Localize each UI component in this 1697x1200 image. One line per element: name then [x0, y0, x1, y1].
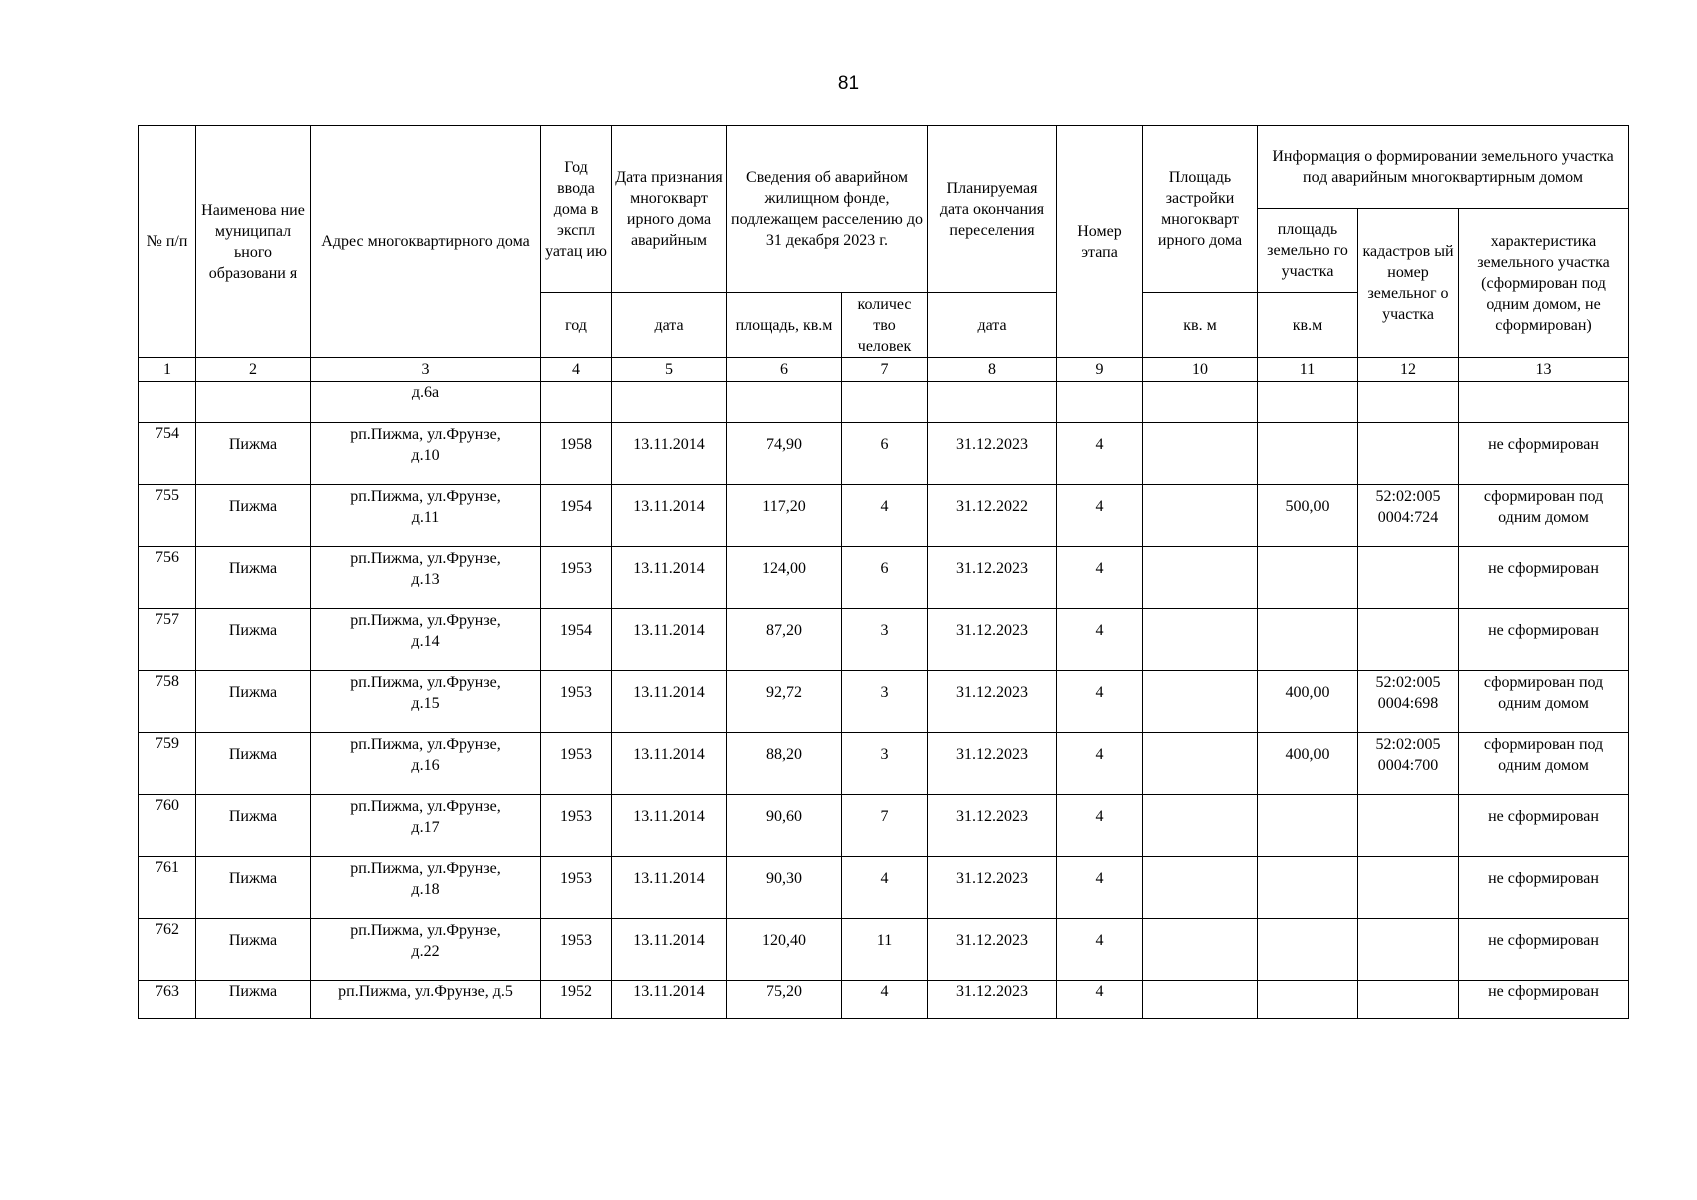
cell-text: 3	[880, 746, 889, 763]
municipality-cell	[196, 733, 311, 795]
address-cell	[311, 795, 541, 857]
land-area-cell	[1258, 609, 1358, 671]
end-date-cell	[928, 795, 1057, 857]
municipality-cell	[196, 671, 311, 733]
cell-text: 4	[1095, 746, 1104, 763]
land-char-cell	[1459, 547, 1629, 609]
cell-text: д.17	[411, 819, 440, 836]
address-cell	[311, 857, 541, 919]
year-cell	[541, 919, 612, 981]
cell-text: 31.12.2023	[956, 436, 1028, 453]
municipality-cell	[196, 609, 311, 671]
table-row	[139, 857, 1629, 919]
cell-text: 1953	[560, 560, 592, 577]
cell-text: 1953	[560, 932, 592, 949]
table-row	[139, 485, 1629, 547]
header-building-area: Площадь застройки многокварт ирного дома	[1143, 126, 1258, 293]
municipality-cell	[196, 857, 311, 919]
area-cell	[727, 609, 842, 671]
land-char-cell	[1459, 485, 1629, 547]
column-number: 7	[842, 358, 928, 382]
cell-text: рп.Пижма, ул.Фрунзе,	[350, 798, 501, 815]
address-cell	[311, 485, 541, 547]
recognition-date-cell	[612, 671, 727, 733]
cell-text: 4	[1095, 622, 1104, 639]
cell-text: Пижма	[228, 684, 278, 701]
municipality-cell	[196, 795, 311, 857]
cell-text: 31.12.2023	[956, 870, 1028, 887]
cell-text: 124,00	[762, 560, 806, 577]
cell-text: 1954	[560, 622, 592, 639]
cadastral-cell	[1358, 795, 1459, 857]
address-cell: д.6а	[311, 382, 541, 423]
cadastral-cell	[1358, 919, 1459, 981]
cell-text: 52:02:005	[1375, 674, 1441, 691]
cell-text: 87,20	[766, 622, 802, 639]
table-row	[139, 795, 1629, 857]
cell-text: 761	[155, 859, 179, 876]
cell-text: 1958	[560, 436, 592, 453]
people-cell	[842, 671, 928, 733]
cell-text: 7	[880, 808, 889, 825]
header-land-char: характеристика земельного участка (сформирован под одним домом, не сформирован)	[1459, 209, 1629, 358]
people-cell	[842, 857, 928, 919]
cell-text: 400,00	[1285, 684, 1330, 701]
cell-text: д.22	[411, 943, 440, 960]
recognition-date-cell	[612, 547, 727, 609]
row-number	[139, 547, 196, 609]
cell-text: 1953	[560, 746, 592, 763]
column-number: 13	[1459, 358, 1629, 382]
land-area-cell	[1258, 857, 1358, 919]
header-land-area: площадь земельно го участка	[1258, 209, 1358, 293]
stage-cell	[1057, 547, 1143, 609]
cell-text: не сформирован	[1488, 560, 1599, 577]
column-number: 4	[541, 358, 612, 382]
cell-text: 31.12.2023	[956, 808, 1028, 825]
table-row	[139, 423, 1629, 485]
year-cell	[541, 609, 612, 671]
emergency-housing-table	[138, 125, 1629, 1019]
area-cell: 75,20	[727, 981, 842, 1019]
land-area-cell	[1258, 423, 1358, 485]
year-cell	[541, 857, 612, 919]
area-cell	[727, 547, 842, 609]
building-area-cell	[1143, 795, 1258, 857]
cell-text: 52:02:005	[1375, 488, 1441, 505]
cell-text: 1953	[560, 870, 592, 887]
year-cell	[541, 485, 612, 547]
column-number: 5	[612, 358, 727, 382]
cell-text: сформирован под	[1483, 674, 1604, 691]
cell-text: 758	[155, 673, 179, 690]
table-row	[139, 733, 1629, 795]
year-cell	[541, 671, 612, 733]
cell-text: 0004:700	[1377, 757, 1439, 774]
cell-text: не сформирован	[1488, 436, 1599, 453]
unit-end-date: дата	[928, 293, 1057, 358]
building-area-cell	[1143, 857, 1258, 919]
column-number: 9	[1057, 358, 1143, 382]
cell-text: 754	[155, 425, 179, 442]
building-area-cell	[1143, 485, 1258, 547]
area-cell	[727, 423, 842, 485]
cadastral-cell	[1358, 423, 1459, 485]
header-stage: Номер этапа	[1057, 126, 1143, 358]
table-row	[139, 671, 1629, 733]
cell-text: рп.Пижма, ул.Фрунзе,	[350, 736, 501, 753]
cell-text: Пижма	[228, 932, 278, 949]
cell-text: 1953	[560, 808, 592, 825]
land-area-cell	[1258, 795, 1358, 857]
cell-text: 762	[155, 921, 179, 938]
cell-text: 117,20	[762, 498, 806, 515]
cell-text: Пижма	[228, 746, 278, 763]
end-date-cell	[928, 671, 1057, 733]
column-number: 8	[928, 358, 1057, 382]
building-area-cell	[1143, 609, 1258, 671]
cell-text: д.10	[411, 447, 440, 464]
table-row	[139, 981, 1629, 1019]
land-area-cell	[1258, 485, 1358, 547]
row-number	[139, 857, 196, 919]
municipality-cell	[196, 423, 311, 485]
cell-text: 88,20	[766, 746, 802, 763]
end-date-cell	[928, 857, 1057, 919]
cell-text: не сформирован	[1488, 808, 1599, 825]
cell-text: 74,90	[766, 436, 802, 453]
year-cell	[541, 547, 612, 609]
cell-text: 13.11.2014	[633, 808, 705, 825]
cell-text: 0004:724	[1377, 509, 1439, 526]
header-cadastral: кадастров ый номер земельног о участка	[1358, 209, 1459, 358]
people-cell	[842, 547, 928, 609]
stage-cell: 4	[1057, 981, 1143, 1019]
people-cell	[842, 423, 928, 485]
cell-text: 13.11.2014	[633, 870, 705, 887]
cell-text: д.13	[411, 571, 440, 588]
column-number: 11	[1258, 358, 1358, 382]
area-cell	[727, 919, 842, 981]
row-number	[139, 919, 196, 981]
cell-text: Пижма	[228, 560, 278, 577]
land-char-cell	[1459, 919, 1629, 981]
land-area-cell	[1258, 981, 1358, 1019]
unit-area: площадь, кв.м	[727, 293, 842, 358]
cell-text: 90,60	[766, 808, 802, 825]
area-cell	[727, 857, 842, 919]
people-cell	[842, 919, 928, 981]
cell-text: 11	[876, 932, 893, 949]
cell-text: рп.Пижма, ул.Фрунзе,	[350, 426, 501, 443]
people-cell	[842, 795, 928, 857]
cadastral-cell	[1358, 485, 1459, 547]
row-number	[139, 485, 196, 547]
cell-text: д.16	[411, 757, 440, 774]
header-address: Адрес многоквартирного дома	[311, 126, 541, 358]
cell-text: 31.12.2022	[956, 498, 1028, 515]
land-char-cell	[1459, 857, 1629, 919]
cell-text: не сформирован	[1488, 870, 1599, 887]
cell-text: рп.Пижма, ул.Фрунзе,	[350, 488, 501, 505]
end-date-cell	[928, 609, 1057, 671]
cell-text: 4	[1095, 498, 1104, 515]
cell-text: 31.12.2023	[956, 932, 1028, 949]
row-number: 763	[139, 981, 196, 1019]
cell-text: 4	[880, 498, 889, 515]
recognition-date-cell: 13.11.2014	[612, 981, 727, 1019]
cell-text: одним домом	[1498, 757, 1589, 774]
land-area-cell	[1258, 671, 1358, 733]
column-number: 1	[139, 358, 196, 382]
recognition-date-cell	[612, 795, 727, 857]
table-row	[139, 609, 1629, 671]
row-number	[139, 795, 196, 857]
municipality-cell	[196, 919, 311, 981]
cell-text: 92,72	[766, 684, 802, 701]
cell-text: 400,00	[1285, 746, 1330, 763]
cell-text: 3	[880, 684, 889, 701]
land-char-cell	[1459, 609, 1629, 671]
building-area-cell	[1143, 733, 1258, 795]
land-area-cell	[1258, 733, 1358, 795]
recognition-date-cell	[612, 609, 727, 671]
cell-text: 4	[880, 870, 889, 887]
unit-building-area: кв. м	[1143, 293, 1258, 358]
cell-text: 755	[155, 487, 179, 504]
area-cell	[727, 795, 842, 857]
cell-text: 0004:698	[1377, 695, 1439, 712]
cell-text: 31.12.2023	[956, 684, 1028, 701]
cell-text: 6	[880, 560, 889, 577]
cell-text: 13.11.2014	[633, 498, 705, 515]
cell-text: 13.11.2014	[633, 746, 705, 763]
column-number: 6	[727, 358, 842, 382]
people-cell	[842, 733, 928, 795]
cell-text: 13.11.2014	[633, 684, 705, 701]
cell-text: рп.Пижма, ул.Фрунзе,	[350, 674, 501, 691]
cell-text: 31.12.2023	[956, 622, 1028, 639]
cell-text: 6	[880, 436, 889, 453]
cell-text: 4	[1095, 932, 1104, 949]
municipality-cell: Пижма	[196, 981, 311, 1019]
address-cell: рп.Пижма, ул.Фрунзе, д.5	[311, 981, 541, 1019]
unit-year: год	[541, 293, 612, 358]
cell-text: рп.Пижма, ул.Фрунзе,	[350, 922, 501, 939]
cell-text: 4	[1095, 560, 1104, 577]
cell-text: д.18	[411, 881, 440, 898]
cell-text: сформирован под	[1483, 488, 1604, 505]
cell-text: не сформирован	[1488, 622, 1599, 639]
stage-cell	[1057, 485, 1143, 547]
header-recognition-date: Дата признания многокварт ирного дома аварийным	[612, 126, 727, 293]
cadastral-cell	[1358, 981, 1459, 1019]
end-date-cell	[928, 423, 1057, 485]
land-area-cell	[1258, 547, 1358, 609]
header-housing-info: Сведения об аварийном жилищном фонде, подлежащем расселению до 31 декабря 2023 г.	[727, 126, 928, 293]
cell-text: 760	[155, 797, 179, 814]
end-date-cell	[928, 547, 1057, 609]
cell-text: Пижма	[228, 870, 278, 887]
cell-text: рп.Пижма, ул.Фрунзе,	[350, 550, 501, 567]
cell-text: 4	[1095, 808, 1104, 825]
stage-cell	[1057, 795, 1143, 857]
stage-cell	[1057, 919, 1143, 981]
header-land-info: Информация о формировании земельного участка под аварийным многоквартирным домом	[1258, 126, 1629, 209]
cell-text: 52:02:005	[1375, 736, 1441, 753]
area-cell	[727, 485, 842, 547]
cell-text: 120,40	[762, 932, 806, 949]
unit-date: дата	[612, 293, 727, 358]
people-cell	[842, 609, 928, 671]
address-cell	[311, 671, 541, 733]
stage-cell	[1057, 857, 1143, 919]
land-char-cell	[1459, 671, 1629, 733]
cadastral-cell	[1358, 733, 1459, 795]
end-date-cell: 31.12.2023	[928, 981, 1057, 1019]
area-cell	[727, 671, 842, 733]
cell-text: д.14	[411, 633, 440, 650]
header-municipality: Наименова ние муниципал ьного образовани я	[196, 126, 311, 358]
year-cell	[541, 733, 612, 795]
row-number	[139, 671, 196, 733]
cell-text: рп.Пижма, ул.Фрунзе,	[350, 612, 501, 629]
land-area-cell	[1258, 919, 1358, 981]
stage-cell	[1057, 671, 1143, 733]
recognition-date-cell	[612, 423, 727, 485]
people-cell	[842, 485, 928, 547]
address-cell	[311, 733, 541, 795]
cell-text: 1954	[560, 498, 592, 515]
year-cell	[541, 795, 612, 857]
cell-text: 4	[1095, 436, 1104, 453]
cell-text: 31.12.2023	[956, 746, 1028, 763]
stage-cell	[1057, 423, 1143, 485]
unit-people: количес тво человек	[842, 293, 928, 358]
building-area-cell	[1143, 671, 1258, 733]
cell-text: Пижма	[228, 436, 278, 453]
building-area-cell	[1143, 981, 1258, 1019]
cadastral-cell	[1358, 671, 1459, 733]
row-number	[139, 609, 196, 671]
column-number: 2	[196, 358, 311, 382]
end-date-cell	[928, 485, 1057, 547]
row-number	[139, 423, 196, 485]
end-date-cell	[928, 919, 1057, 981]
cell-text: 13.11.2014	[633, 932, 705, 949]
cadastral-cell	[1358, 547, 1459, 609]
cell-text: д.11	[411, 509, 440, 526]
cell-text: 90,30	[766, 870, 802, 887]
cell-text: 13.11.2014	[633, 436, 705, 453]
stage-cell	[1057, 733, 1143, 795]
cell-text: 1953	[560, 684, 592, 701]
header-number: № п/п	[139, 126, 196, 358]
cell-text: сформирован под	[1483, 736, 1604, 753]
recognition-date-cell	[612, 485, 727, 547]
page-number: 81	[837, 73, 860, 94]
header-year: Год ввода дома в экспл уатац ию	[541, 126, 612, 293]
cell-text: 4	[1095, 870, 1104, 887]
column-number: 12	[1358, 358, 1459, 382]
column-number: 3	[311, 358, 541, 382]
cadastral-cell	[1358, 857, 1459, 919]
column-number: 10	[1143, 358, 1258, 382]
year-cell	[541, 423, 612, 485]
cell-text: Пижма	[228, 808, 278, 825]
table-row	[139, 919, 1629, 981]
cell-text: 4	[1095, 684, 1104, 701]
address-cell	[311, 609, 541, 671]
unit-land-area: кв.м	[1258, 293, 1358, 358]
building-area-cell	[1143, 423, 1258, 485]
cell-text: 759	[155, 735, 179, 752]
address-cell	[311, 423, 541, 485]
people-cell: 4	[842, 981, 928, 1019]
address-cell	[311, 547, 541, 609]
cell-text: одним домом	[1498, 509, 1589, 526]
cell-text: Пижма	[228, 498, 278, 515]
area-cell	[727, 733, 842, 795]
land-char-cell: не сформирован	[1459, 981, 1629, 1019]
header-planned-end: Планируемая дата окончания переселения	[928, 126, 1057, 293]
row-number	[139, 733, 196, 795]
cell-text: одним домом	[1498, 695, 1589, 712]
recognition-date-cell	[612, 733, 727, 795]
address-cell	[311, 919, 541, 981]
cell-text: 3	[880, 622, 889, 639]
municipality-cell	[196, 547, 311, 609]
year-cell: 1952	[541, 981, 612, 1019]
stage-cell	[1057, 609, 1143, 671]
municipality-cell	[196, 485, 311, 547]
cell-text: 13.11.2014	[633, 560, 705, 577]
land-char-cell	[1459, 733, 1629, 795]
table-row	[139, 382, 1629, 423]
cadastral-cell	[1358, 609, 1459, 671]
building-area-cell	[1143, 919, 1258, 981]
cell-text: Пижма	[228, 622, 278, 639]
cell-text: 500,00	[1285, 498, 1330, 515]
cell-text: 756	[155, 549, 179, 566]
recognition-date-cell	[612, 857, 727, 919]
table-row	[139, 547, 1629, 609]
end-date-cell	[928, 733, 1057, 795]
land-char-cell	[1459, 423, 1629, 485]
cell-text: д.15	[411, 695, 440, 712]
cell-text: не сформирован	[1488, 932, 1599, 949]
recognition-date-cell	[612, 919, 727, 981]
land-char-cell	[1459, 795, 1629, 857]
cell-text: 31.12.2023	[956, 560, 1028, 577]
cell-text: рп.Пижма, ул.Фрунзе,	[350, 860, 501, 877]
cell-text: 13.11.2014	[633, 622, 705, 639]
cell-text: 757	[155, 611, 179, 628]
building-area-cell	[1143, 547, 1258, 609]
